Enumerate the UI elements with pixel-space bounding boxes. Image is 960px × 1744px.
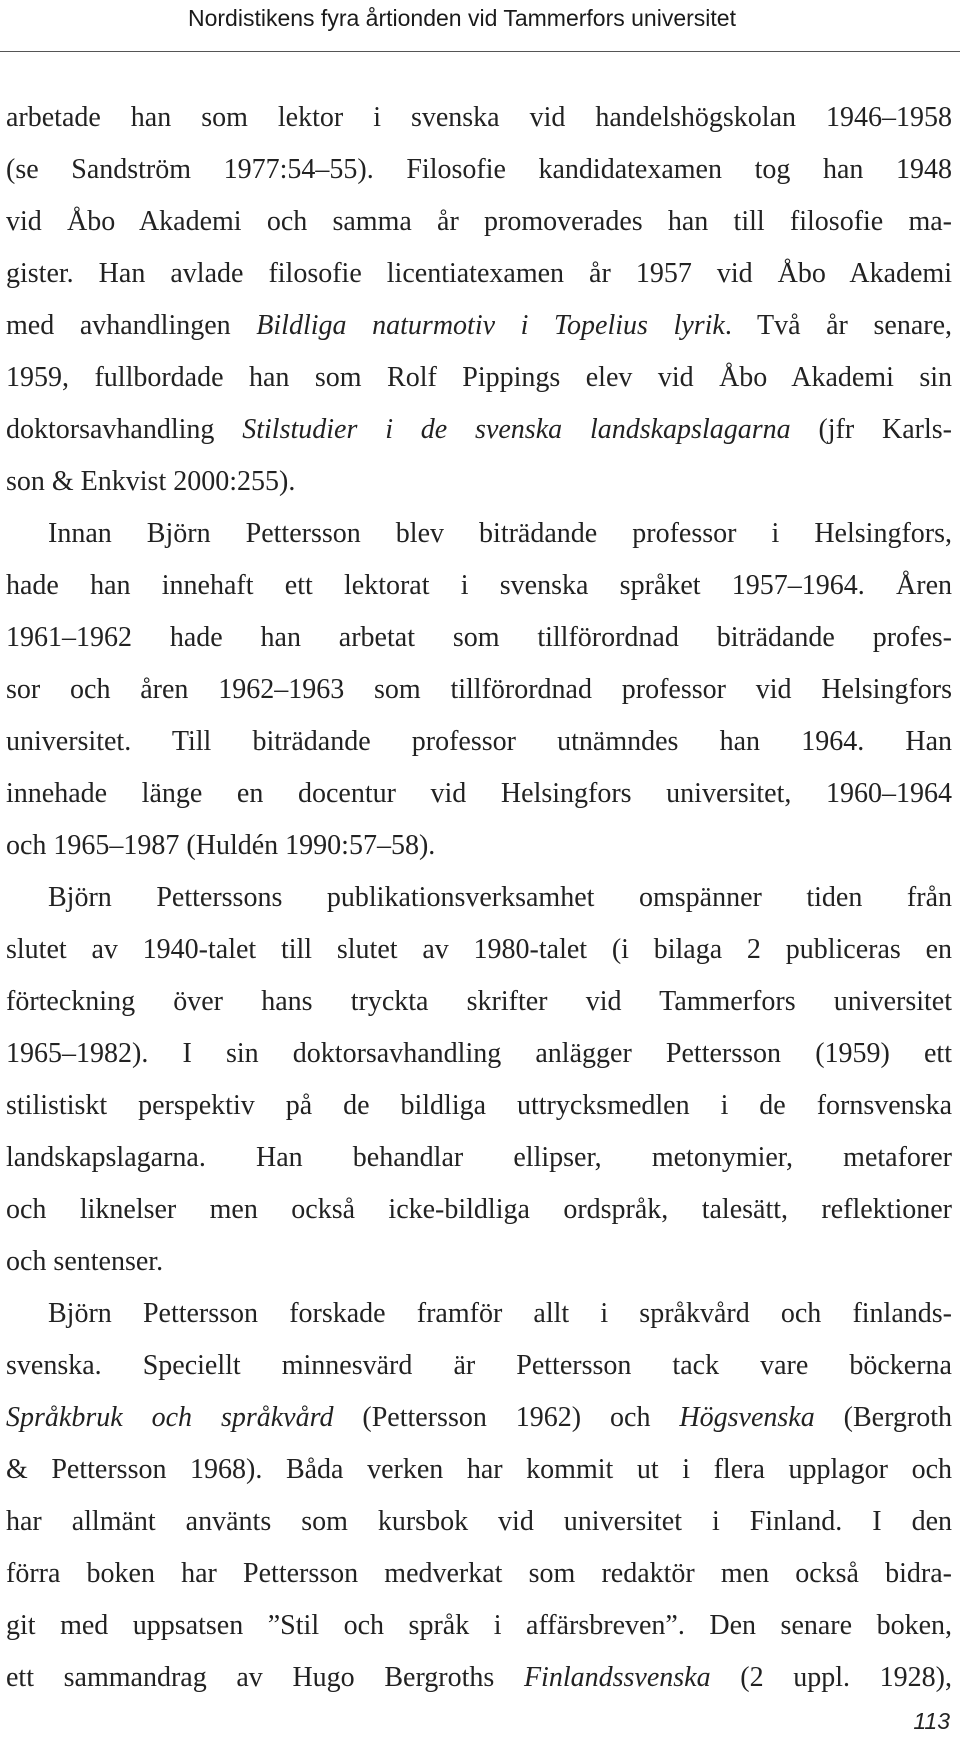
text-segment: (jfr Karls-: [790, 414, 952, 445]
running-title: Nordistikens fyra årtionden vid Tammerfors universitet: [188, 5, 736, 31]
text-line: [6, 612, 952, 664]
text-segment: ett sammandrag av Hugo Bergroths: [6, 1662, 524, 1693]
text-segment: hade han innehaft ett lektorat i svenska språket 1957–1964. Åren: [6, 570, 952, 601]
text-segment: git med uppsatsen ”Stil och språk i affärsbreven”. Den senare boken,: [6, 1610, 952, 1641]
text-line: [6, 248, 952, 300]
text-line: [6, 1340, 952, 1392]
text-line: [6, 1236, 952, 1288]
text-segment: Björn Petterssons publikationsverksamhet omspänner tiden från: [48, 882, 952, 913]
text-segment: förra boken har Pettersson medverkat som redaktör men också bidra-: [6, 1558, 952, 1589]
text-segment: (Bergroth: [814, 1402, 952, 1433]
text-line: [6, 716, 952, 768]
text-segment: (Pettersson 1962) och: [333, 1402, 680, 1433]
text-line: [6, 1548, 952, 1600]
italic-title: Språkbruk och språkvård: [6, 1402, 334, 1433]
text-line: [6, 1288, 952, 1340]
text-segment: slutet av 1940-talet till slutet av 1980-talet (i bilaga 2 publiceras en: [6, 934, 952, 965]
text-line: [6, 144, 952, 196]
text-segment: sor och åren 1962–1963 som tillförordnad professor vid Helsingfors: [6, 674, 952, 705]
text-line: [6, 196, 952, 248]
text-segment: stilistiskt perspektiv på de bildliga uttrycksmedlen i de fornsvenska: [6, 1090, 952, 1121]
body-text: [6, 92, 952, 1704]
text-segment: och sentenser.: [6, 1246, 164, 1277]
text-line: [6, 872, 952, 924]
text-line: [6, 404, 952, 456]
text-line: [6, 976, 952, 1028]
text-line: [6, 456, 952, 508]
text-line: [6, 924, 952, 976]
text-segment: 1959, fullbordade han som Rolf Pippings elev vid Åbo Akademi sin: [6, 362, 952, 393]
running-header: [0, 0, 960, 52]
text-segment: förteckning över hans tryckta skrifter vid Tammerfors universitet: [6, 986, 952, 1017]
text-segment: 1961–1962 hade han arbetat som tillförordnad biträdande profes-: [6, 622, 952, 653]
text-line: [6, 352, 952, 404]
text-line: [6, 1028, 952, 1080]
text-segment: arbetade han som lektor i svenska vid handelshögskolan 1946–1958: [6, 102, 952, 133]
italic-title: Bildliga naturmotiv i Topelius lyrik: [256, 310, 725, 341]
text-segment: vid Åbo Akademi och samma år promoverades han till filosofie ma-: [6, 206, 952, 237]
text-segment: (2 uppl. 1928),: [710, 1662, 952, 1693]
text-line: [6, 768, 952, 820]
text-segment: (se Sandström 1977:54–55). Filosofie kandidatexamen tog han 1948: [6, 154, 952, 185]
text-segment: svenska. Speciellt minnesvärd är Pettersson tack vare böckerna: [6, 1350, 952, 1381]
text-line: [6, 820, 952, 872]
text-line: [6, 1080, 952, 1132]
text-segment: universitet. Till biträdande professor utnämndes han 1964. Han: [6, 726, 952, 757]
text-segment: & Pettersson 1968). Båda verken har kommit ut i flera upplagor och: [6, 1454, 952, 1485]
text-segment: gister. Han avlade filosofie licentiatexamen år 1957 vid Åbo Akademi: [6, 258, 952, 289]
text-line: [6, 1184, 952, 1236]
text-segment: och liknelser men också icke-bildliga ordspråk, talesätt, reflektioner: [6, 1194, 952, 1225]
text-line: [6, 92, 952, 144]
text-line: [6, 1652, 952, 1704]
text-line: [6, 1444, 952, 1496]
italic-title: Finlandssvenska: [523, 1662, 711, 1693]
text-segment: Innan Björn Pettersson blev biträdande professor i Helsingfors,: [48, 518, 952, 549]
text-line: [6, 664, 952, 716]
italic-title: Högsvenska: [679, 1402, 815, 1433]
text-line: [6, 1132, 952, 1184]
text-segment: innehade länge en docentur vid Helsingfors universitet, 1960–1964: [6, 778, 952, 809]
text-segment: med avhandlingen: [6, 310, 257, 341]
text-segment: doktorsavhandling: [6, 414, 243, 445]
text-segment: Björn Pettersson forskade framför allt i språkvård och finlands-: [48, 1298, 952, 1329]
text-line: [6, 1392, 952, 1444]
text-line: [6, 1600, 952, 1652]
italic-title: Stilstudier i de svenska landskapslagarna: [242, 414, 791, 445]
text-segment: har allmänt använts som kursbok vid universitet i Finland. I den: [6, 1506, 952, 1537]
text-line: [6, 300, 952, 352]
text-line: [6, 508, 952, 560]
text-segment: . Två år senare,: [724, 310, 952, 341]
text-segment: son & Enkvist 2000:255).: [6, 466, 296, 497]
text-segment: 1965–1982). I sin doktorsavhandling anlägger Pettersson (1959) ett: [6, 1038, 952, 1069]
text-line: [6, 1496, 952, 1548]
page-number: 113: [913, 1708, 950, 1734]
text-segment: och 1965–1987 (Huldén 1990:57–58).: [6, 830, 436, 861]
header-rule: [0, 51, 960, 52]
text-line: [6, 560, 952, 612]
text-segment: landskapslagarna. Han behandlar ellipser, metonymier, metaforer: [6, 1142, 952, 1173]
